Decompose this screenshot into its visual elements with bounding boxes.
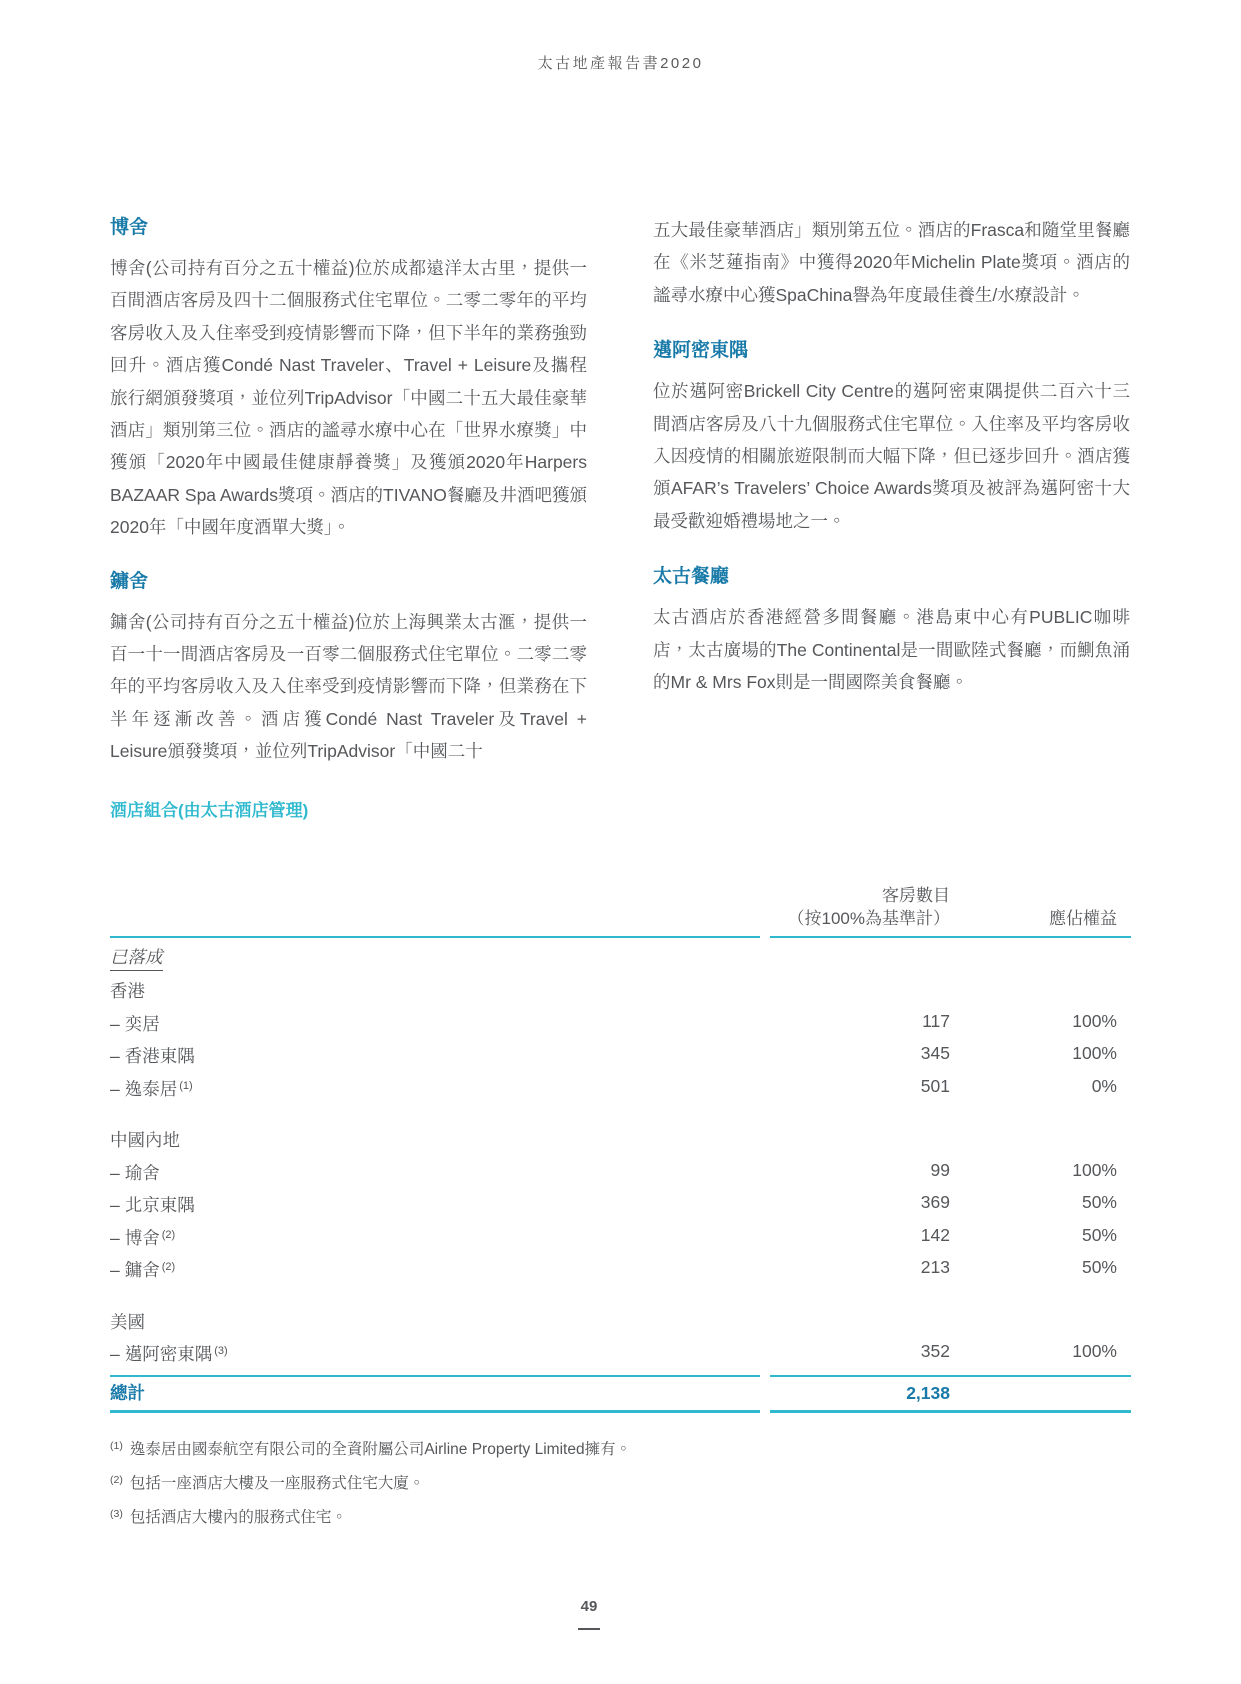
page-number: 49 [580, 1598, 598, 1615]
table-group-mainland-china [110, 1126, 1131, 1286]
column-header-rooms [788, 884, 950, 930]
section-heading: 博舍 [110, 217, 149, 238]
equity-value: 0% [1091, 1075, 1117, 1096]
rooms-value: 117 [922, 1010, 950, 1031]
region-label: 中國內地 [110, 1130, 180, 1150]
footnote-text: 逸泰居由國泰航空有限公司的全資附屬公司Airline Property Limited擁有。 [129, 1440, 632, 1458]
equity-value: 100% [1072, 1159, 1117, 1180]
footnote-text: 包括一座酒店大樓及一座服務式住宅大廈。 [129, 1474, 425, 1492]
region-label: 美國 [110, 1311, 145, 1332]
section-swire-restaurants [653, 565, 1130, 698]
status-row [110, 945, 1131, 971]
hotel-name: 瑜舍 [124, 1162, 160, 1183]
section-heading: 鏞舍 [110, 570, 149, 592]
footnote-ref: (2) [161, 1261, 176, 1273]
footnote-marker: (1) [110, 1439, 123, 1452]
text-columns [110, 212, 1131, 768]
section-heading: 太古餐廳 [653, 566, 730, 588]
paragraph: 博舍(公司持有百分之五十權益)位於成都遠洋太古里，提供一百間酒店客房及四十二個服務式住宅單位。二零二零年的平均客房收入及入住率受到疫情影響而下降，但下半年的業務強勁回升。酒店獲Condé Nast Traveler、Travel + Leisure及攜程旅行網頒發獎項，並位列TripAdvisor「中國二十五大最佳豪華酒店」類別第三位。酒店的謐尋水療中心在「世界水療獎」中獲頒「2020年中國最佳健康靜養獎」及獲頒2020年Harpers BAZAAR Spa Awards獎項。酒店的TIVANO餐廳及井酒吧獲頒2020年「中國年度酒單大獎」。 [110, 258, 587, 538]
rooms-value: 345 [920, 1043, 950, 1063]
dash-marker: – [110, 1013, 120, 1034]
hotel-name: 鏞舍 [124, 1260, 160, 1280]
dash-marker: – [110, 1046, 120, 1066]
total-rooms-value: 2,138 [906, 1382, 950, 1403]
footnote-marker: (3) [110, 1507, 123, 1520]
section-east-miami [653, 339, 1130, 537]
rooms-value: 369 [920, 1192, 950, 1212]
right-column [653, 212, 1130, 768]
continuation-paragraph: 五大最佳豪華酒店」類別第五位。酒店的Frasca和隨堂里餐廳在《米芝蓮指南》中獲得2020年Michelin Plate獎項。酒店的謐尋水療中心獲SpaChina譽為年度最佳養生/水療設計。 [653, 220, 1130, 305]
table-row [110, 1337, 1131, 1370]
dash-marker: – [110, 1078, 120, 1099]
table-group-usa [110, 1308, 1131, 1370]
status-label-completed: 已落成 [110, 945, 163, 971]
dash-marker: – [110, 1260, 120, 1280]
rooms-value: 142 [920, 1224, 950, 1245]
region-label: 香港 [110, 981, 145, 1001]
table-row [110, 1072, 1131, 1105]
footnote-ref: (1) [179, 1079, 193, 1092]
total-label: 總計 [110, 1382, 145, 1403]
column-header-rooms-line1: 客房數目 [882, 886, 950, 905]
equity-value: 50% [1081, 1192, 1117, 1212]
section-the-middle-house [110, 570, 587, 768]
table-row [110, 1007, 1131, 1040]
rooms-value: 99 [930, 1159, 950, 1180]
dash-marker: – [110, 1162, 120, 1183]
hotel-name: 邁阿密東隅 [124, 1344, 213, 1364]
footnotes [110, 1431, 1131, 1533]
equity-value: 100% [1072, 1043, 1117, 1063]
footnote-ref: (2) [161, 1228, 176, 1241]
section-heading: 邁阿密東隅 [653, 340, 749, 362]
rooms-value: 501 [920, 1075, 950, 1096]
footnote [110, 1499, 1131, 1533]
table-row [110, 1188, 1131, 1221]
table-total-row [110, 1377, 1131, 1410]
hotel-name: 逸泰居 [124, 1078, 178, 1099]
rooms-value: 213 [920, 1257, 950, 1277]
equity-value: 100% [1072, 1341, 1117, 1361]
footnote-text: 包括酒店大樓內的服務式住宅。 [129, 1508, 347, 1526]
dash-marker: – [110, 1227, 120, 1248]
table-header-rule [110, 936, 1131, 938]
hotel-name: 北京東隅 [124, 1195, 195, 1215]
column-header-equity: 應佔權益 [1049, 909, 1117, 928]
left-column [110, 212, 587, 768]
table-column-headers [110, 822, 1131, 936]
hotel-name: 香港東隅 [124, 1046, 195, 1066]
paragraph: 太古酒店於香港經營多間餐廳。港島東中心有PUBLIC咖啡店，太古廣場的The Continental是一間歐陸式餐廳，而鰂魚涌的Mr & Mrs Fox則是一間國際美食餐廳。 [653, 607, 1130, 693]
page-number-rule [578, 1628, 600, 1630]
footnote [110, 1431, 1131, 1465]
equity-value: 50% [1081, 1224, 1117, 1245]
footnote-marker: (2) [110, 1473, 123, 1486]
equity-value: 50% [1081, 1257, 1117, 1277]
paragraph: 位於邁阿密Brickell City Centre的邁阿密東隅提供二百六十三間酒店客房及八十九個服務式住宅單位。入住率及平均客房收入因疫情的相關旅遊限制而大幅下降，但已逐步回升。酒店獲頒AFAR’s Travelers’ Choice Awards獎項及被評為邁阿密十大最受歡迎婚禮場地之一。 [653, 381, 1130, 531]
report-title: 太古地產報告書2020 [537, 55, 704, 72]
dash-marker: – [110, 1344, 120, 1364]
footnote [110, 1465, 1131, 1499]
column-header-rooms-line2: （按100%為基準計） [787, 909, 950, 928]
table-title: 酒店組合(由太古酒店管理) [110, 801, 309, 820]
paragraph: 鏞舍(公司持有百分之五十權益)位於上海興業太古滙，提供一百一十一間酒店客房及一百零二個服務式住宅單位。二零二零年的平均客房收入及入住率受到疫情影響而下降，但業務在下半年逐漸改善。酒店獲Condé Nast Traveler及Travel + Leisure頒發獎項，並位列TripAdvisor「中國二十 [110, 611, 587, 762]
table-row [110, 1156, 1131, 1189]
hotel-portfolio-table [110, 800, 1131, 1533]
equity-value: 100% [1072, 1010, 1117, 1031]
section-the-temple-house [110, 216, 587, 544]
hotel-name: 博舍 [124, 1227, 160, 1248]
table-row [110, 1039, 1131, 1072]
rooms-value: 352 [920, 1341, 950, 1361]
hotel-name: 奕居 [124, 1013, 160, 1034]
total-bottom-rule [110, 1410, 1131, 1413]
table-row [110, 1253, 1131, 1286]
table-row [110, 1221, 1131, 1254]
footnote-ref: (3) [214, 1345, 228, 1357]
table-group-hongkong [110, 977, 1131, 1104]
dash-marker: – [110, 1195, 120, 1215]
